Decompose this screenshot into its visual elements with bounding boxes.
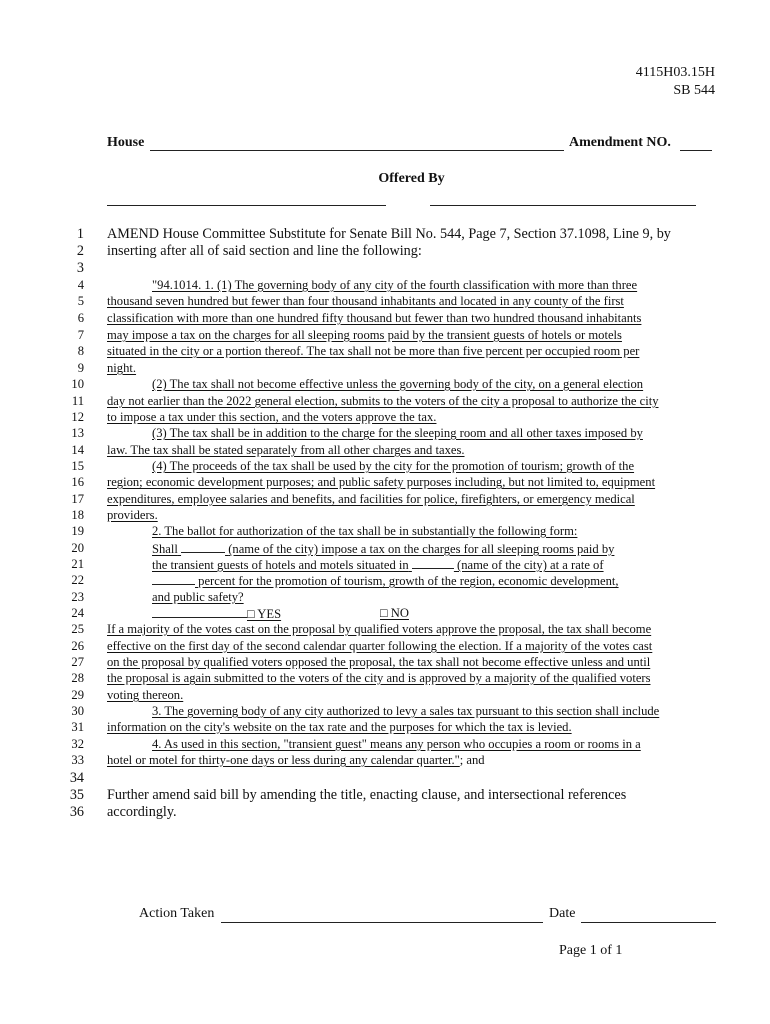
line-number: 5 (77, 294, 84, 308)
line-text: law. The tax shall be stated separately from all other charges and taxes. (107, 443, 465, 457)
line-text: voting thereon. (107, 688, 184, 702)
house-label: House (107, 135, 145, 150)
body-line (0, 687, 770, 703)
line-text: and public safety? (152, 590, 244, 604)
line-number: 17 (71, 492, 84, 506)
line-number: 12 (71, 410, 84, 424)
line-number: 16 (71, 475, 84, 489)
rate-blank (152, 572, 195, 585)
offered-by-signature-line-2 (430, 205, 696, 206)
line-number: 20 (71, 541, 84, 555)
line-text: the proposal is again submitted to the voters of the city and is approved by a majority of the qualified voters (107, 671, 651, 685)
body-line (0, 409, 770, 425)
body-line (0, 719, 770, 735)
line-text: thousand seven hundred but fewer than four thousand inhabitants and located in any county of the first (107, 294, 624, 308)
line-text: inserting after all of said section and line the following: (107, 243, 422, 259)
body-line (0, 327, 770, 343)
yes-blank (152, 605, 247, 618)
line-text: providers. (107, 508, 158, 522)
offered-by-label: Offered By (378, 171, 445, 186)
body-line (0, 293, 770, 309)
body-line (0, 360, 770, 376)
line-text: accordingly. (107, 804, 177, 820)
body-line (0, 621, 770, 637)
body-line (0, 442, 770, 458)
line-number: 2 (76, 243, 84, 259)
body-line (0, 491, 770, 507)
line-text: expenditures, employee salaries and benefits, and facilities for police, firefighters, or emergency medical (107, 492, 635, 506)
line-number: 25 (71, 622, 84, 636)
line-text: Shall (name of the city) impose a tax on the charges for all sleeping rooms paid by (152, 542, 615, 556)
line-text: (3) The tax shall be in addition to the charge for the sleeping room and all other taxes imposed by (152, 426, 643, 440)
yes-option: □ YES (247, 607, 282, 621)
body-line (0, 572, 770, 588)
document-code: 4115H03.15H (635, 65, 715, 80)
bill-number: SB 544 (673, 83, 715, 98)
line-number: 35 (69, 787, 84, 803)
line-text: percent for the promotion of tourism, growth of the region, economic development, (152, 572, 619, 589)
line-number: 3 (76, 260, 84, 276)
line-text (152, 605, 281, 622)
body-line (0, 787, 770, 803)
line-number: 14 (71, 443, 84, 457)
line-text: to impose a tax under this section, and the voters approve the tax. (107, 410, 437, 424)
line-number: 33 (71, 753, 84, 767)
line-number: 13 (71, 426, 84, 440)
line-number: 36 (69, 804, 84, 820)
line-number: 31 (71, 720, 84, 734)
body-line (0, 277, 770, 293)
body-line (0, 670, 770, 686)
body-line (0, 260, 770, 276)
line-number: 19 (71, 524, 84, 538)
line-text: night. (107, 361, 137, 375)
line-number: 32 (71, 737, 84, 751)
body-line (0, 654, 770, 670)
line-text: If a majority of the votes cast on the proposal by qualified voters approve the proposal, the tax shall become (107, 622, 652, 636)
line-text: classification with more than one hundred fifty thousand but fewer than two hundred thousand inhabitants (107, 311, 642, 325)
line-text (380, 605, 409, 621)
no-option: □ NO (380, 606, 409, 620)
line-text: 3. The governing body of any city authorized to levy a sales tax pursuant to this section shall include (152, 704, 660, 718)
line-text: information on the city's website on the tax rate and the purposes for which the tax is levied. (107, 720, 572, 734)
body-line (0, 752, 770, 768)
line-number: 1 (76, 226, 84, 242)
line-text: situated in the city or a portion thereof. The tax shall not be more than five percent per occupied room per (107, 344, 640, 358)
body-line (0, 226, 770, 242)
offered-by-signature-line-1 (107, 205, 386, 206)
body-line (0, 523, 770, 539)
line-text: (4) The proceeds of the tax shall be used by the city for the promotion of tourism; growth of the (152, 459, 635, 473)
body-line (0, 376, 770, 392)
date-label: Date (549, 906, 576, 921)
body-line (0, 638, 770, 654)
body-line (0, 736, 770, 752)
line-number: 4 (77, 278, 84, 292)
action-taken-label: Action Taken (139, 906, 215, 921)
house-blank-line (150, 150, 564, 151)
line-number: 26 (71, 639, 84, 653)
body-line (0, 310, 770, 326)
body-line (0, 458, 770, 474)
line-text: day not earlier than the 2022 general election, submits to the voters of the city a proposal to authorize the city (107, 394, 659, 408)
city-name-blank (181, 540, 225, 553)
line-text: (2) The tax shall not become effective unless the governing body of the city, on a general election (152, 377, 644, 391)
line-number: 29 (71, 688, 84, 702)
line-text: on the proposal by qualified voters opposed the proposal, the tax shall not become effective unless and until (107, 655, 651, 669)
body-line (0, 425, 770, 441)
line-number: 7 (77, 328, 84, 342)
body-line (0, 556, 770, 572)
date-line (581, 922, 716, 923)
line-text: the transient guests of hotels and motels situated in (name of the city) at a rate of (152, 558, 604, 572)
line-text: hotel or motel for thirty-one days or less during any calendar quarter."; and (107, 753, 485, 767)
body-line (0, 770, 770, 786)
line-text: AMEND House Committee Substitute for Senate Bill No. 544, Page 7, Section 37.1098, Line 9, by (107, 226, 671, 242)
city-name-blank (412, 556, 454, 569)
action-taken-line (221, 922, 543, 923)
line-text: 2. The ballot for authorization of the tax shall be in substantially the following form: (152, 524, 578, 538)
line-text: 4. As used in this section, "transient guest" means any person who occupies a room or rooms in a (152, 737, 641, 751)
line-number: 27 (71, 655, 84, 669)
page-number: Page 1 of 1 (559, 943, 623, 958)
body-line (0, 474, 770, 490)
line-number: 24 (71, 606, 84, 620)
line-number: 34 (69, 770, 84, 786)
line-text: may impose a tax on the charges for all sleeping rooms paid by the transient guests of hotels or motels (107, 328, 622, 342)
line-number: 15 (71, 459, 84, 473)
body-line (0, 605, 770, 621)
line-number: 10 (71, 377, 84, 391)
body-line (0, 540, 770, 556)
line-number: 21 (71, 557, 84, 571)
body-line (0, 393, 770, 409)
amendment-number-blank (680, 150, 712, 151)
line-number: 18 (71, 508, 84, 522)
body-line (0, 507, 770, 523)
body-line (0, 804, 770, 820)
line-text: "94.1014. 1. (1) The governing body of any city of the fourth classification with more than three (152, 278, 638, 292)
amendment-label: Amendment NO. (569, 135, 671, 150)
line-text: region; economic development purposes; and public safety purposes including, but not limited to, equipment (107, 475, 656, 489)
body-line (0, 343, 770, 359)
body-line (0, 589, 770, 605)
line-number: 22 (71, 573, 84, 587)
line-number: 30 (71, 704, 84, 718)
body-line (0, 243, 770, 259)
line-text: Further amend said bill by amending the title, enacting clause, and intersectional references (107, 787, 627, 803)
line-number: 23 (71, 590, 84, 604)
line-number: 8 (77, 344, 84, 358)
line-number: 11 (71, 394, 84, 408)
line-number: 28 (71, 671, 84, 685)
line-number: 9 (77, 361, 84, 375)
line-text: effective on the first day of the second calendar quarter following the election. If a majority of the votes cast (107, 639, 653, 653)
body-line (0, 703, 770, 719)
line-number: 6 (77, 311, 84, 325)
